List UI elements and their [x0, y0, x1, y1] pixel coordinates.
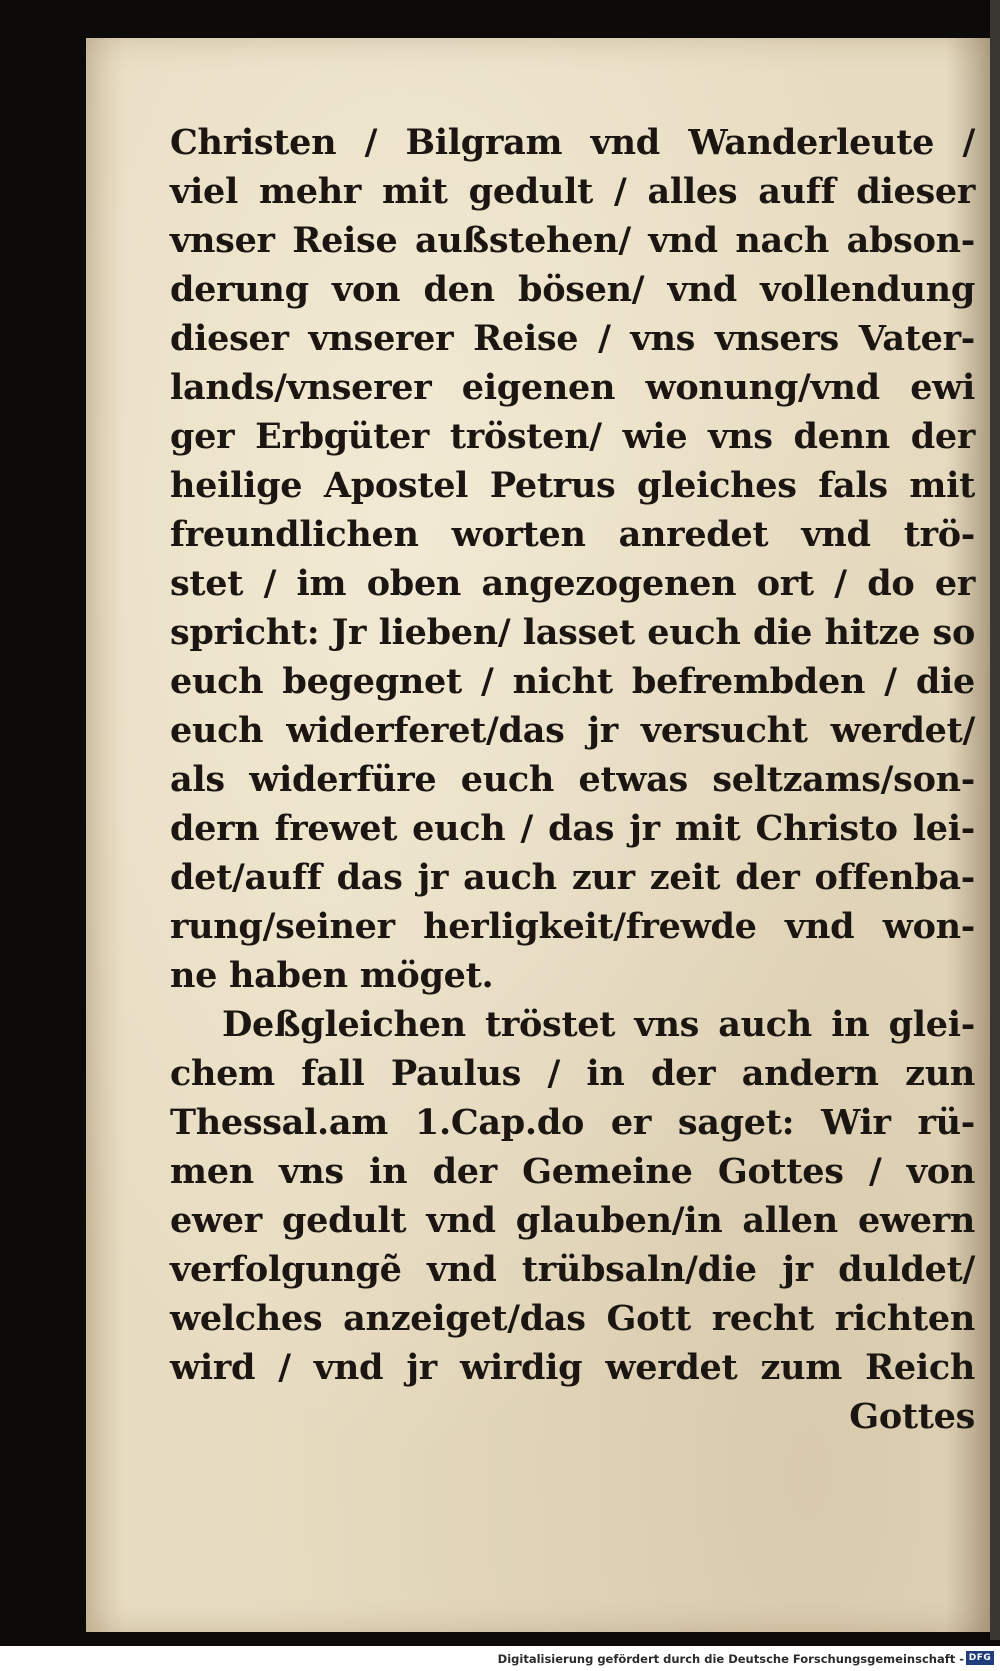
text-line: lands/vnserer eigenen wonung/vnd ewi	[170, 367, 975, 408]
text-line: verfolgungẽ vnd trübsaln/die jr duldet/	[170, 1249, 975, 1290]
text-line: Thessal.am 1.Cap.do er saget: Wir rü-	[170, 1102, 975, 1143]
text-line: men vns in der Gemeine Gottes / von	[170, 1151, 975, 1192]
text-line: rung/seiner herligkeit/frewde vnd won-	[170, 906, 975, 947]
text-line: euch begegnet / nicht befrembden / die	[170, 661, 975, 702]
text-line: stet / im oben angezogenen ort / do er	[170, 563, 975, 604]
text-line: heilige Apostel Petrus gleiches fals mit	[170, 465, 975, 506]
text-line: dieser vnserer Reise / vns vnsers Vater-	[170, 318, 975, 359]
text-line: freundlichen worten anredet vnd trö-	[170, 514, 975, 555]
text-line: ewer gedult vnd glauben/in allen ewern	[170, 1200, 975, 1241]
dfg-logo: DFG	[966, 1651, 994, 1665]
page-text	[170, 118, 975, 1441]
text-line: chem fall Paulus / in der andern zun	[170, 1053, 975, 1094]
text-line: Deßgleichen tröstet vns auch in glei-	[222, 1004, 975, 1045]
text-line: Christen / Bilgram vnd Wanderleute /	[170, 122, 975, 163]
text-line: welches anzeiget/das Gott recht richten	[170, 1298, 975, 1339]
catchword: Gottes	[849, 1396, 975, 1437]
text-line: ger Erbgüter trösten/ wie vns denn der	[170, 416, 975, 457]
text-line: dern frewet euch / das jr mit Christo lei-	[170, 808, 975, 849]
text-line: ne haben möget.	[170, 955, 494, 996]
text-line: derung von den bösen/ vnd vollendung	[170, 269, 975, 310]
text-line: vnser Reise außstehen/ vnd nach abson-	[170, 220, 975, 261]
text-line: spricht: Jr lieben/ lasset euch die hitze so	[170, 612, 975, 653]
funding-credit: Digitalisierung gefördert durch die Deutsche Forschungsgemeinschaft -	[497, 1652, 964, 1666]
book-edge	[990, 0, 1000, 1640]
text-line: viel mehr mit gedult / alles auff dieser	[170, 171, 975, 212]
text-line: euch widerferet/das jr versucht werdet/	[170, 710, 975, 751]
text-line: det/auff das jr auch zur zeit der offenba-	[170, 857, 975, 898]
text-line: als widerfüre euch etwas seltzams/son-	[170, 759, 975, 800]
text-line: wird / vnd jr wirdig werdet zum Reich	[170, 1347, 975, 1388]
